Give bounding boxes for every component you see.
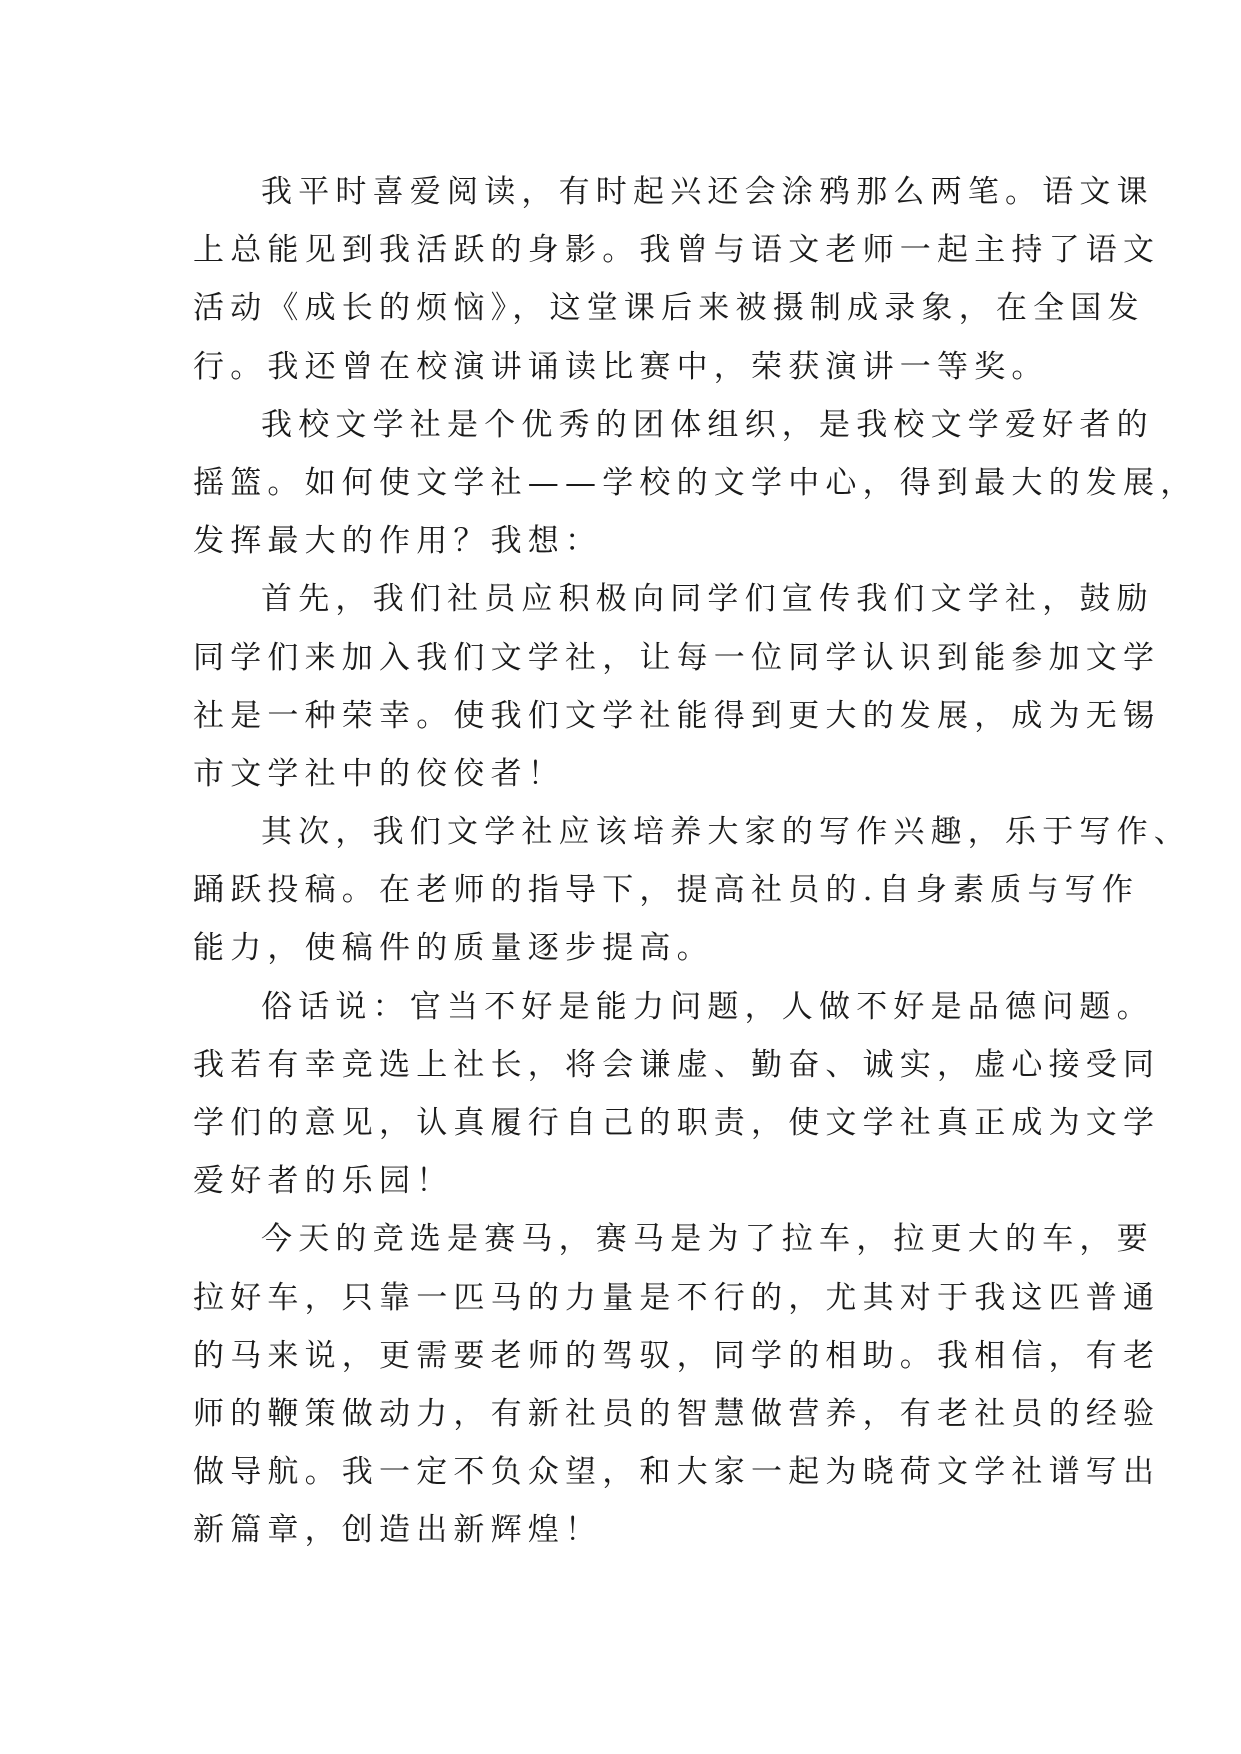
text-line: 摇篮。如何使文学社——学校的文学中心，得到最大的发展，	[193, 464, 1198, 501]
body-text	[193, 163, 1198, 1560]
text-line: 学们的意见，认真履行自己的职责，使文学社真正成为文学	[193, 1105, 1161, 1141]
text-line: 的马来说，更需要老师的驾驭，同学的相助。我相信，有老	[193, 1337, 1161, 1374]
text-line: 上总能见到我活跃的身影。我曾与语文老师一起主持了语文	[193, 232, 1161, 269]
text-line: 我平时喜爱阅读，有时起兴还会涂鸦那么两笔。语文课	[261, 174, 1154, 210]
paragraph-reading-hobby	[193, 163, 1161, 396]
text-line: 我若有幸竞选上社长，将会谦虚、勤奋、诚实，虚心接受同	[193, 1046, 1161, 1083]
text-line: 拉好车，只靠一匹马的力量是不行的，尤其对于我这匹普通	[193, 1279, 1161, 1316]
paragraph-saying	[193, 978, 1161, 1211]
text-line: 能力，使稿件的质量逐步提高。	[193, 930, 714, 967]
text-line: 今天的竞选是赛马，赛马是为了拉车，拉更大的车，要	[261, 1221, 1154, 1258]
text-line: 社是一种荣幸。使我们文学社能得到更大的发展，成为无锡	[193, 697, 1161, 734]
paragraph-literary-club	[193, 396, 1198, 571]
paragraph-first	[193, 570, 1161, 803]
text-line: 活动《成长的烦恼》，这堂课后来被摄制成录象，在全国发	[193, 290, 1145, 327]
paragraph-conclusion	[193, 1210, 1161, 1559]
text-line: 首先，我们社员应积极向同学们宣传我们文学社，鼓励	[261, 581, 1154, 618]
text-line: 做导航。我一定不负众望，和大家一起为晓荷文学社谱写出	[193, 1454, 1161, 1491]
text-line: 发挥最大的作用？我想：	[193, 523, 603, 560]
text-line: 踊跃投稿。在老师的指导下，提高社员的.自身素质与写作	[193, 872, 1140, 909]
text-line: 爱好者的乐园！	[193, 1163, 454, 1200]
text-line: 行。我还曾在校演讲诵读比赛中，荣获演讲一等奖。	[193, 348, 1049, 385]
text-line: 同学们来加入我们文学社，让每一位同学认识到能参加文学	[193, 639, 1161, 676]
text-line: 新篇章，创造出新辉煌！	[193, 1512, 603, 1549]
text-line: 师的鞭策做动力，有新社员的智慧做营养，有老社员的经验	[193, 1395, 1161, 1432]
text-line: 其次，我们文学社应该培养大家的写作兴趣，乐于写作、	[261, 814, 1191, 851]
text-line: 我校文学社是个优秀的团体组织，是我校文学爱好者的	[261, 406, 1154, 443]
paragraph-second	[193, 803, 1191, 978]
text-line: 市文学社中的佼佼者！	[193, 755, 565, 792]
text-line: 俗话说：官当不好是能力问题，人做不好是品德问题。	[261, 988, 1154, 1025]
